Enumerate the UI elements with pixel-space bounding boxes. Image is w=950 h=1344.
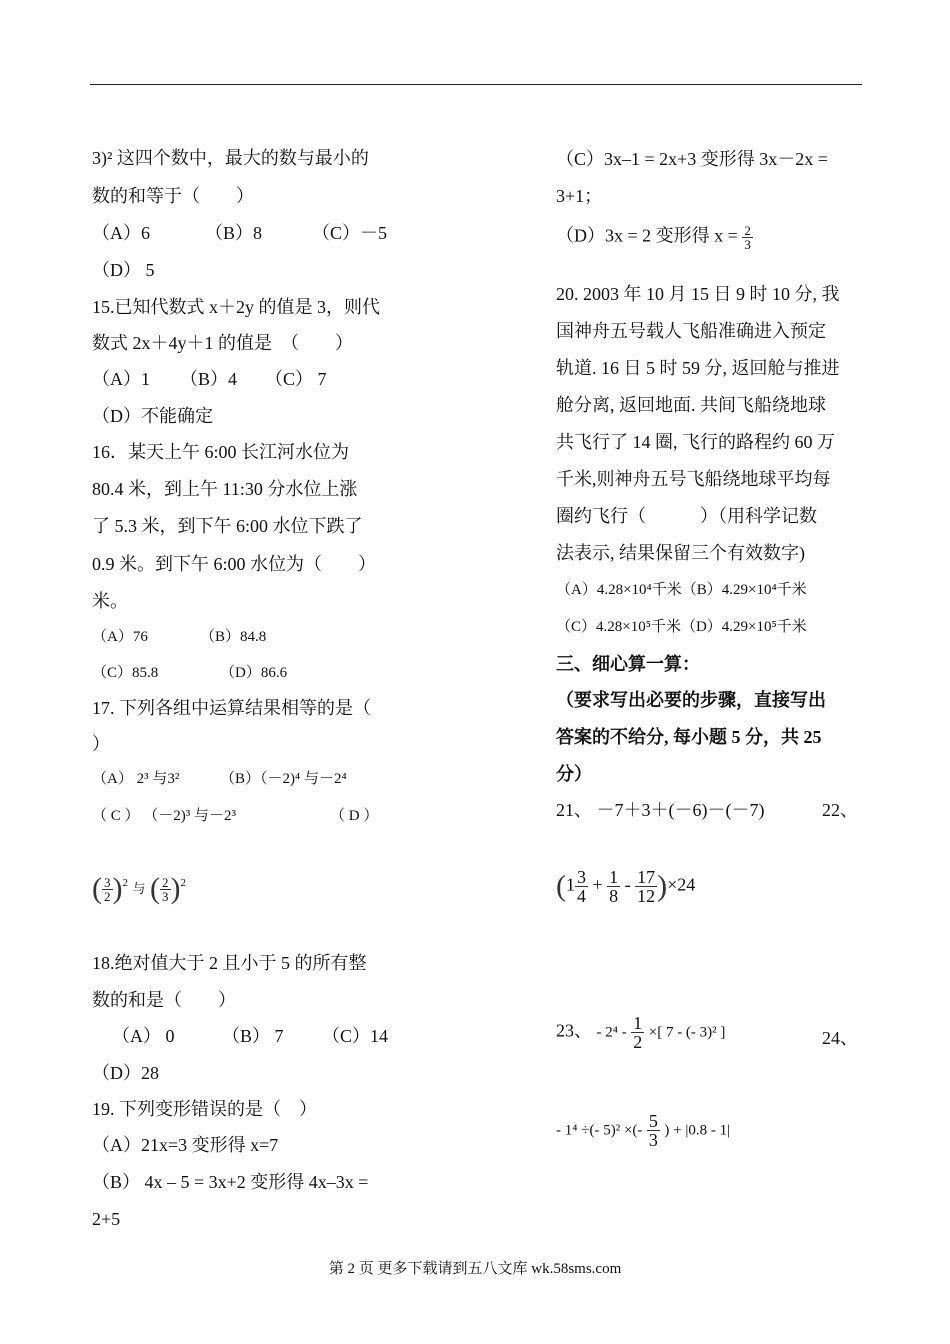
q17-option-c: （ C ） （－2)³ 与－2³ xyxy=(92,808,236,824)
q24-label: 24、 xyxy=(822,1028,858,1048)
q21-expression: 21、 －7＋3＋(－6)－(－7) xyxy=(556,800,765,820)
q16-option-b: （B）84.8 xyxy=(200,629,267,645)
q17-d-with: 与 xyxy=(132,881,146,897)
q14-option-d: （D） 5 xyxy=(92,260,155,280)
q22-label: 22、 xyxy=(822,800,858,820)
q19-option-b-cont: 2+5 xyxy=(92,1209,121,1229)
q22-f3-den: 12 xyxy=(637,886,656,906)
q22-f1-num: 3 xyxy=(577,867,586,887)
q24-pre: - 1⁴ ÷(- 5)² ×(- xyxy=(556,1122,643,1139)
q14-line1: 3)² 这四个数中，最大的数与最小的 xyxy=(92,148,369,168)
q16-line4: 0.9 米。到下午 6:00 水位为（ ） xyxy=(92,554,376,574)
q22-f3-num: 17 xyxy=(637,867,656,887)
q17-d-frac-b-num: 2 xyxy=(162,874,169,890)
q23-pre: - 2⁴ - xyxy=(596,1024,627,1041)
section3-requirement-3: 分） xyxy=(556,764,592,784)
q18-option-b: （B） 7 xyxy=(222,1026,284,1046)
q15-line1: 15.已知代数式 x＋2y 的值是 3，则代 xyxy=(92,297,380,317)
q24-post: ) + |0.8 - 1| xyxy=(664,1122,731,1139)
q15-option-d: （D）不能确定 xyxy=(92,406,213,426)
q19-option-d xyxy=(556,224,876,251)
q17-d-exp-b: 2 xyxy=(180,877,187,890)
q24-expression xyxy=(556,1112,730,1149)
q19-line1: 19. 下列变形错误的是（ ） xyxy=(92,1099,317,1119)
q14-line2: 数的和等于（ ） xyxy=(92,186,254,206)
q20-line5: 共飞行了 14 圈, 飞行的路程约 60 万 xyxy=(556,432,835,452)
q20-line3: 轨道. 16 日 5 时 59 分, 返回舱与推进 xyxy=(556,358,840,378)
q16-option-d: （D）86.6 xyxy=(220,665,288,681)
q18-line1: 18.绝对值大于 2 且小于 5 的所有整 xyxy=(92,953,367,973)
q23-label: 23、 xyxy=(556,1020,592,1041)
q17-option-d-expression: ( $\frac{3}{2}$ )$^2$ 与 ( $\frac{2}{3}$ )$^2$ xyxy=(92,872,187,905)
q18-option-a: （A） 0 xyxy=(112,1026,175,1046)
q14-option-c: （C）－5 xyxy=(312,223,388,243)
q19-option-b: （B） 4x – 5 = 3x+2 变形得 4x–3x = xyxy=(92,1172,369,1192)
q20-options-ab: （A）4.28×10⁴千米（B）4.29×10⁴千米 xyxy=(556,582,807,598)
q19-d-num: 2 xyxy=(744,223,751,238)
q15-line2: 数式 2x＋4y＋1 的值是 （ ） xyxy=(92,333,353,353)
q18-line2: 数的和是（ ） xyxy=(92,990,236,1010)
q19-option-d-text: （D）3x = 2 变形得 x = xyxy=(556,225,738,246)
q22-plus: + xyxy=(592,874,603,895)
q22-f1-den: 4 xyxy=(577,886,586,906)
q19-d-den: 3 xyxy=(744,237,751,252)
q16-option-c: （C）85.8 xyxy=(92,665,159,681)
q22-whole: 1 xyxy=(566,874,575,895)
q17-line2: ） xyxy=(92,734,110,754)
q20-line6: 千米,则神舟五号飞船绕地球平均每 xyxy=(556,469,831,489)
q23-post: ×[ 7 - (- 3)² ] xyxy=(648,1024,726,1041)
q14-option-a: （A）6 xyxy=(92,223,150,243)
q22-minus: - xyxy=(624,874,631,895)
q19-option-a: （A）21x=3 变形得 x=7 xyxy=(92,1135,279,1155)
q22-f2-den: 8 xyxy=(609,886,619,906)
q18-option-c: （C）14 xyxy=(322,1026,389,1046)
q17-option-b: （B）（－2)⁴ 与－2⁴ xyxy=(220,771,347,787)
q16-option-a: （A）76 xyxy=(92,629,148,645)
q24-den: 3 xyxy=(648,1130,658,1150)
q20-options-cd: （C）4.28×10⁵千米（D）4.29×10⁵千米 xyxy=(556,619,807,635)
q20-line2: 国神舟五号载人飞船准确进入预定 xyxy=(556,321,826,341)
q20-line7: 圈约飞行（ ）（用科学记数 xyxy=(556,506,817,526)
q17-option-d: （ D ） xyxy=(330,808,379,824)
q20-line1: 20. 2003 年 10 月 15 日 9 时 10 分, 我 xyxy=(556,284,840,304)
q17-line1: 17. 下列各组中运算结果相等的是（ xyxy=(92,698,371,718)
q16-line1: 16．某天上午 6:00 长江河水位为 xyxy=(92,442,349,462)
q17-option-a: （A） 2³ 与3² xyxy=(92,771,180,787)
q22-f2-num: 1 xyxy=(609,867,619,887)
q23-num: 1 xyxy=(633,1013,643,1033)
q16-line2: 80.4 米，到上午 11:30 分水位上涨 xyxy=(92,479,358,499)
q14-option-b: （B）8 xyxy=(205,223,263,243)
q17-d-frac-a-num: 3 xyxy=(104,874,111,890)
q16-line5: 米。 xyxy=(92,591,128,611)
q17-d-exp-a: 2 xyxy=(122,877,128,890)
q17-d-frac-b-den: 3 xyxy=(162,888,169,904)
q22-tail: ×24 xyxy=(667,874,696,895)
q24-num: 5 xyxy=(648,1111,658,1131)
q18-option-d: （D）28 xyxy=(92,1063,159,1083)
q19-option-c-cont: 3+1； xyxy=(556,186,603,206)
q15-option-c: （C） 7 xyxy=(265,369,327,389)
section3-title: 三、细心算一算： xyxy=(556,654,700,674)
q19-option-c: （C）3x–1 = 2x+3 变形得 3x－2x = xyxy=(556,149,828,169)
q20-line8: 法表示, 结果保留三个有效数字) xyxy=(556,543,805,563)
header-rule xyxy=(90,84,862,85)
section3-requirement-2: 答案的不给分, 每小题 5 分，共 25 xyxy=(556,727,822,747)
q15-option-a: （A）1 xyxy=(92,369,150,389)
q22-expression: (1 $\frac{3}{4}$ + $\frac{1}{8}$ - $\frac{17}{12}$ )×24 xyxy=(556,867,696,906)
q23-expression xyxy=(556,1014,725,1051)
page-footer: 第 2 页 更多下载请到五八文库 wk.58sms.com xyxy=(328,1261,622,1277)
q17-d-frac-a-den: 2 xyxy=(104,888,111,904)
q16-line3: 了 5.3 米，到下午 6:00 水位下跌了 xyxy=(92,516,363,536)
q20-line4: 舱分离, 返回地面. 共间飞船绕地球 xyxy=(556,395,826,415)
section3-requirement-1: （要求写出必要的步骤，直接写出 xyxy=(556,690,826,710)
q15-option-b: （B）4 xyxy=(180,369,238,389)
q23-den: 2 xyxy=(633,1032,643,1052)
